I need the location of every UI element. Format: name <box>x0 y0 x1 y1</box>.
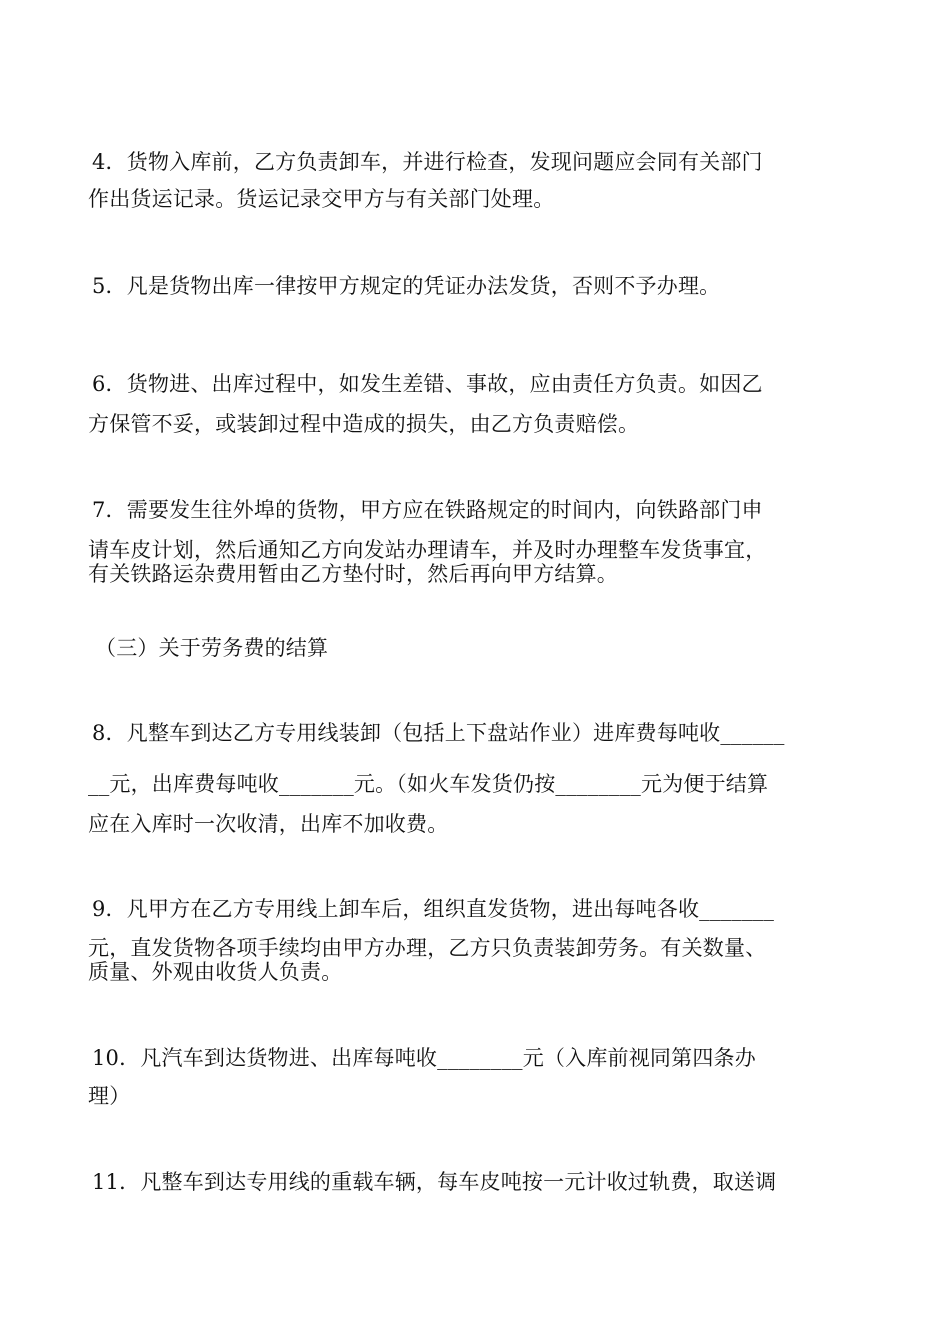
clause-6-line-1: 6．货物进、出库过程中，如发生差错、事故，应由责任方负责。如因乙 <box>92 372 763 396</box>
clause-8-line-1: 8．凡整车到达乙方专用线装卸（包括上下盘站作业）进库费每吨收______ <box>92 721 785 745</box>
clause-8-line-2: __元，出库费每吨收_______元。（如火车发货仍按________元为便于结算 <box>88 772 769 796</box>
clause-6-line-2: 方保管不妥，或装卸过程中造成的损失，由乙方负责赔偿。 <box>88 412 640 436</box>
clause-5-line-1: 5．凡是货物出库一律按甲方规定的凭证办法发货，否则不予办理。 <box>92 274 721 298</box>
clause-9-line-2: 元，直发货物各项手续均由甲方办理，乙方只负责装卸劳务。有关数量、 <box>88 936 767 960</box>
clause-7-line-1: 7．需要发生往外埠的货物，甲方应在铁路规定的时间内，向铁路部门申 <box>92 498 763 522</box>
clause-11-line-1: 11．凡整车到达专用线的重载车辆，每车皮吨按一元计收过轨费，取送调 <box>92 1170 777 1194</box>
clause-10-line-2: 理） <box>88 1084 131 1108</box>
section-heading-fees: （三）关于劳务费的结算 <box>95 636 329 660</box>
clause-7-line-3: 有关铁路运杂费用暂由乙方垫付时，然后再向甲方结算。 <box>88 562 618 586</box>
clause-7-line-2: 请车皮计划，然后通知乙方向发站办理请车，并及时办理整车发货事宜， <box>88 538 767 562</box>
clause-9-line-1: 9．凡甲方在乙方专用线上卸车后，组织直发货物，进出每吨各收_______ <box>92 897 775 921</box>
clause-8-line-3: 应在入库时一次收清，出库不加收费。 <box>88 812 449 836</box>
clause-9-line-3: 质量、外观由收货人负责。 <box>88 960 343 984</box>
clause-4-line-1: 4．货物入库前，乙方负责卸车，并进行检查，发现问题应会同有关部门 <box>92 150 763 174</box>
clause-10-line-1: 10．凡汽车到达货物进、出库每吨收________元（入库前视同第四条办 <box>92 1046 756 1070</box>
clause-4-line-2: 作出货运记录。货运记录交甲方与有关部门处理。 <box>88 187 555 211</box>
